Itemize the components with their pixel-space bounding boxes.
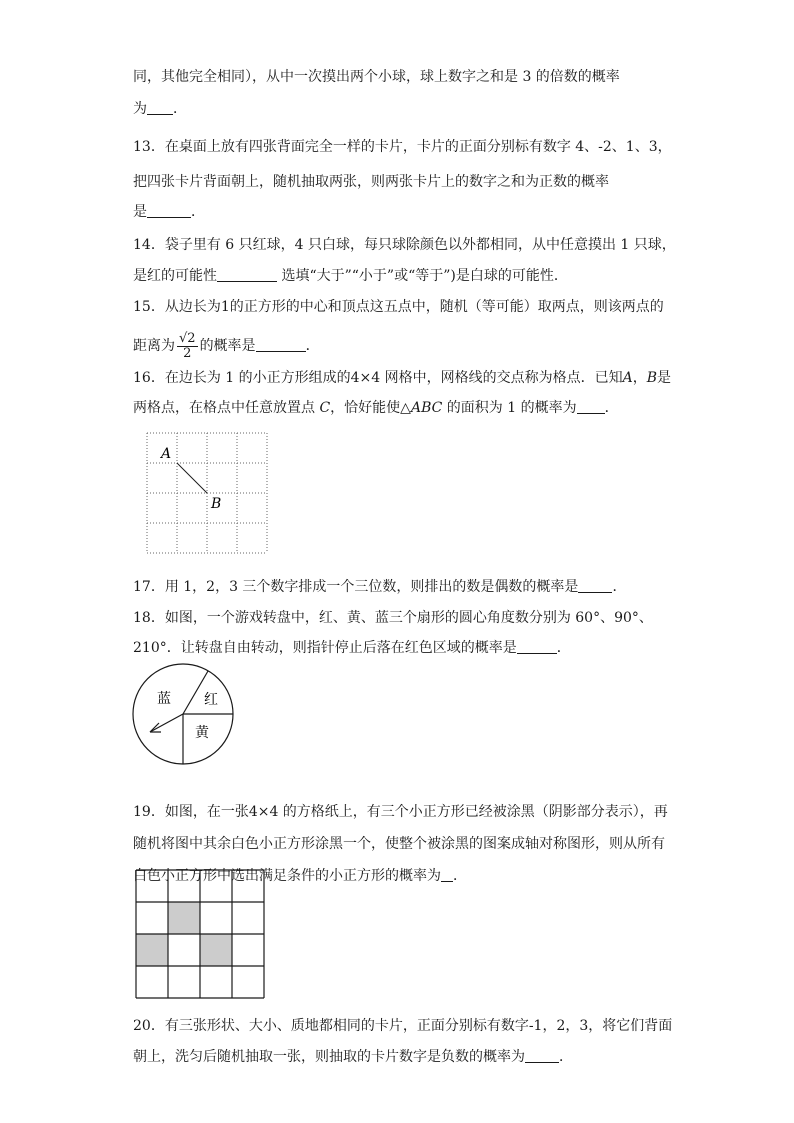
q20-line1: 20．有三张形状、大小、质地都相同的卡片，正面分别标有数字-1，2，3，将它们背面 [133, 1018, 673, 1034]
q15-line2: 距离为 $\frac{√2}{2}$ 的概率是 ． [133, 330, 320, 361]
q19-line3: 白色小正方形中选出满足条件的小正方形的概率为 ． [133, 868, 467, 884]
answer-blank-q18[interactable] [517, 639, 557, 654]
shaded-square [200, 934, 232, 966]
segment-AB [177, 463, 207, 493]
q13-line3: 是 ． [133, 204, 205, 220]
q17-line1: 17．用 1，2，3 三个数字排成一个三位数，则排出的数是偶数的概率是 ． [133, 579, 627, 595]
q16-grid-figure [140, 428, 280, 558]
answer-blank-q13[interactable] [147, 203, 191, 218]
fraction-sqrt2-over-2: $\frac{√2}{2}$ [179, 330, 196, 361]
q18-line2: 210°．让转盘自由转动，则指针停止后落在红色区域的概率是 ． [133, 640, 571, 656]
q12-line2: 为 ． [133, 101, 187, 117]
q19-line1: 19．如图，在一张4×4 的方格纸上，有三个小正方形已经被涂黑（阴影部分表示），再 [133, 804, 668, 820]
q16-line1: 16．在边长为 1 的小正方形组成的4×4 网格中，网格线的交点称为格点．已知A，B是 [133, 370, 672, 386]
answer-blank-q20[interactable] [525, 1048, 559, 1063]
answer-blank-q14[interactable] [217, 267, 277, 282]
q13-line2: 把四张卡片背面朝上，随机抽取两张，则两张卡片上的数字之和为正数的概率 [133, 174, 609, 190]
pointer-arrow [150, 714, 183, 732]
q16-line2: 两格点，在格点中任意放置点 C，恰好能使△ABC 的面积为 1 的概率为 ． [133, 400, 619, 416]
answer-blank-q16[interactable] [577, 399, 605, 414]
answer-blank-q19[interactable] [441, 867, 453, 882]
q13-line1: 13．在桌面上放有四张背面完全一样的卡片，卡片的正面分别标有数字 4、-2、1、3， [133, 139, 672, 155]
q20-line2: 朝上，洗匀后随机抽取一张，则抽取的卡片数字是负数的概率为 ． [133, 1049, 573, 1065]
square-grid [136, 870, 264, 998]
shaded-square [168, 902, 200, 934]
answer-blank-q12[interactable] [147, 100, 173, 115]
q15-line1: 15．从边长为1的正方形的中心和顶点这五点中，随机（等可能）取两点，则该两点的 [133, 299, 664, 315]
shaded-square [136, 934, 168, 966]
q18-line1: 18．如图，一个游戏转盘中，红、黄、蓝三个扇形的圆心角度数分别为 60°、90°、 [133, 610, 653, 626]
q14-line2: 是红的可能性 选填“大于”“小于”或“等于”)是白球的可能性． [133, 268, 568, 284]
sector-label-yellow: 黄 [195, 725, 209, 741]
q14-line1: 14．袋子里有 6 只红球，4 只白球，每只球除颜色以外都相同，从中任意摸出 1 只球， [133, 237, 676, 253]
sector-label-blue: 蓝 [157, 691, 171, 707]
point-label-B: B [211, 496, 222, 512]
q12-line1: 同，其他完全相同），从中一次摸出两个小球，球上数字之和是 3 的倍数的概率 [133, 69, 620, 85]
q19-grid-figure [134, 868, 268, 1002]
answer-blank-q15[interactable] [256, 337, 306, 352]
point-label-A: A [161, 446, 172, 462]
sector-label-red: 红 [204, 692, 218, 708]
q19-line2: 随机将图中其余白色小正方形涂黑一个，使整个被涂黑的图案成轴对称图形，则从所有 [133, 836, 665, 852]
answer-blank-q17[interactable] [578, 578, 612, 593]
q18-spinner-figure [130, 662, 240, 772]
